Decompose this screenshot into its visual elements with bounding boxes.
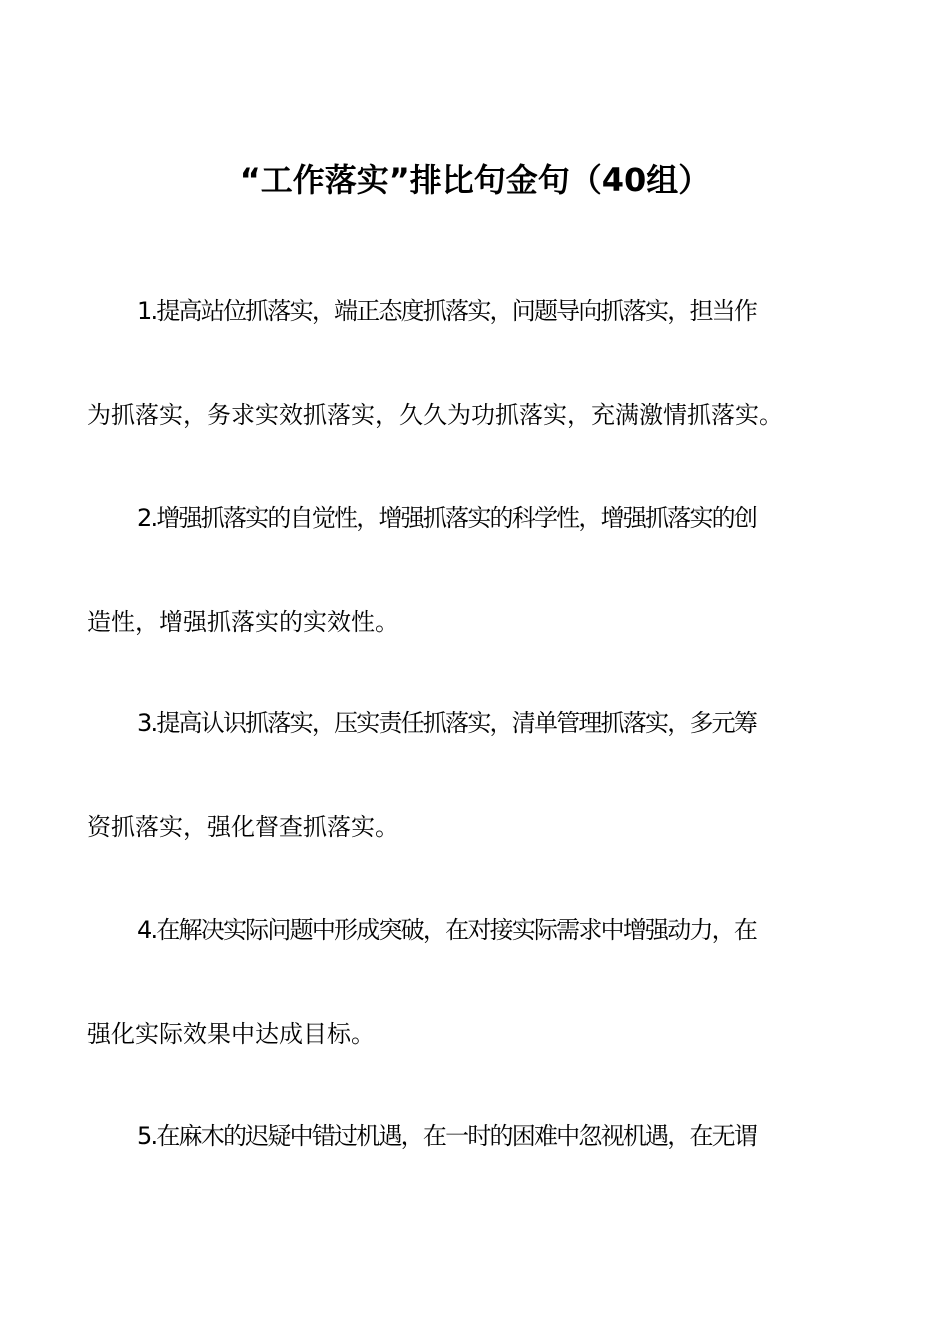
paragraph-line: 为抓落实，务求实效抓落实，久久为功抓落实，充满激情抓落实。: [87, 401, 783, 429]
paragraph-line: 1.提高站位抓落实，端正态度抓落实，问题导向抓落实，担当作: [137, 297, 757, 325]
paragraph-5: [87, 1084, 877, 1188]
paragraph-line: 2.增强抓落实的自觉性，增强抓落实的科学性，增强抓落实的创: [137, 504, 757, 532]
paragraph-3: [87, 671, 877, 879]
paragraph-line: 强化实际效果中达成目标。: [87, 1020, 375, 1048]
paragraph-line: 5.在麻木的迟疑中错过机遇，在一时的困难中忽视机遇，在无谓: [137, 1122, 757, 1150]
paragraph-line: 资抓落实，强化督查抓落实。: [87, 813, 399, 841]
paragraph-line: 3.提高认识抓落实，压实责任抓落实，清单管理抓落实，多元筹: [137, 709, 757, 737]
paragraph-line: 造性，增强抓落实的实效性。: [87, 608, 399, 636]
paragraph-line: 4.在解决实际问题中形成突破，在对接实际需求中增强动力，在: [137, 916, 757, 944]
paragraph-1: [87, 259, 877, 467]
document-title: “工作落实”排比句金句（40组）: [239, 161, 711, 199]
paragraph-2: [87, 466, 877, 674]
paragraph-4: [87, 878, 877, 1086]
